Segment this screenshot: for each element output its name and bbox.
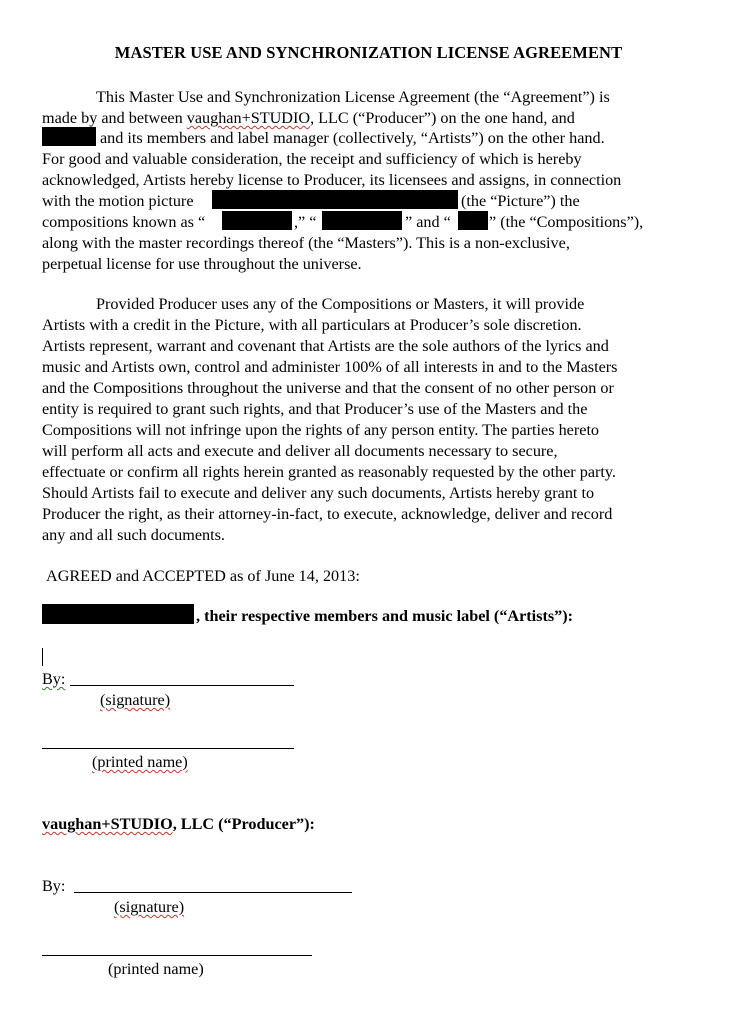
producer-signature-text: (signature) — [114, 898, 185, 916]
p1-line-6a: with the motion picture — [42, 192, 194, 210]
artists-by-label — [42, 669, 65, 689]
p1-line-2 — [42, 108, 575, 128]
artists-signature-label — [100, 690, 170, 710]
document-title: MASTER USE AND SYNCHRONIZATION LICENSE AGREEMENT — [114, 43, 623, 62]
p1-line-2-text-a: made by and between — [42, 109, 187, 127]
redaction-composition-2 — [322, 211, 402, 230]
artists-printed-name-line[interactable] — [42, 748, 294, 749]
p1-line-4: For good and valuable consideration, the receipt and sufficiency of which is hereby — [42, 150, 582, 168]
p1-line-8: along with the master recordings thereof (the “Masters”). This is a non-exclusive, — [42, 234, 570, 252]
producer-printed-name-label: (printed name) — [108, 960, 204, 978]
artists-signature-text: (signature) — [100, 691, 171, 709]
producer-printed-name-line[interactable] — [42, 955, 312, 956]
artists-printed-name-text: (printed name) — [92, 753, 188, 771]
redaction-composition-1 — [222, 211, 292, 230]
agreed-accepted-line: AGREED and ACCEPTED as of June 14, 2013: — [46, 567, 360, 585]
artists-signature-line[interactable] — [70, 685, 294, 686]
text-cursor — [42, 648, 43, 666]
artists-printed-name-label — [92, 752, 188, 772]
producer-heading — [42, 814, 315, 834]
p2-line-3: Artists represent, warrant and covenant that Artists are the sole authors of the lyrics and — [42, 337, 609, 355]
p1-line-6b: (the “Picture”) the — [461, 192, 580, 210]
p2-line-7: Compositions will not infringe upon the rights of any person entity. The parties hereto — [42, 421, 600, 439]
p2-line-10: Should Artists fail to execute and deliver any such documents, Artists hereby grant to — [42, 484, 595, 502]
p2-line-4: music and Artists own, control and administer 100% of all interests in and to the Masters — [42, 358, 618, 376]
p1-line-5: acknowledged, Artists hereby license to Producer, its licensees and assigns, in connection — [42, 171, 622, 189]
p2-line-2: Artists with a credit in the Picture, with all particulars at Producer’s sole discretion. — [42, 316, 582, 334]
p1-line-9: perpetual license for use throughout the universe. — [42, 255, 362, 273]
p2-line-11: Producer the right, as their attorney-in-fact, to execute, acknowledge, deliver and record — [42, 505, 613, 523]
artists-heading: , their respective members and music label (“Artists”): — [196, 607, 574, 625]
producer-heading-name: vaughan+STUDIO — [42, 815, 173, 833]
redaction-artist-name — [42, 127, 96, 146]
p1-line-1: This Master Use and Synchronization License Agreement (the “Agreement”) is — [96, 88, 610, 106]
producer-signature-label — [114, 897, 184, 917]
p1-line-2-text-c: , LLC (“Producer”) on the one hand, and — [310, 109, 575, 127]
producer-heading-rest: , LLC (“Producer”): — [172, 815, 315, 833]
p1-line-7a: compositions known as “ — [42, 213, 206, 231]
p2-line-6: entity is required to grant such rights, and that Producer’s use of the Masters and the — [42, 400, 588, 418]
redaction-picture-title — [212, 190, 458, 209]
p1-line-7b: ,” “ — [294, 213, 317, 231]
p1-line-3: and its members and label manager (collectively, “Artists”) on the other hand. — [100, 129, 605, 147]
producer-by-label: By: — [42, 877, 66, 895]
p2-line-12: any and all such documents. — [42, 526, 225, 544]
redaction-artists-name — [42, 604, 194, 624]
artists-by-text: By: — [42, 670, 66, 688]
p2-line-5: and the Compositions throughout the universe and that the consent of no other person or — [42, 379, 614, 397]
p1-line-7d: ” (the “Compositions”), — [489, 213, 644, 231]
p2-line-1: Provided Producer uses any of the Compositions or Masters, it will provide — [96, 295, 585, 313]
producer-signature-line[interactable] — [74, 892, 352, 893]
p1-line-7c: ” and “ — [405, 213, 451, 231]
producer-name-link: vaughan+STUDIO — [186, 109, 311, 127]
p2-line-9: effectuate or confirm all rights herein granted as reasonably requested by the other party. — [42, 463, 616, 481]
redaction-composition-3 — [458, 211, 488, 230]
p2-line-8: will perform all acts and execute and deliver all documents necessary to secure, — [42, 442, 558, 460]
